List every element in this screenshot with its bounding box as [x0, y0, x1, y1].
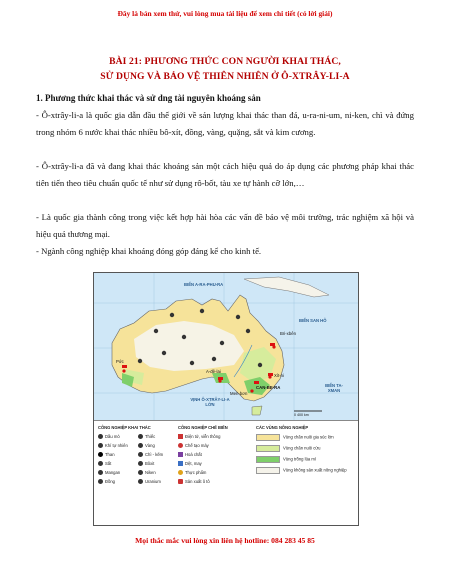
lesson-title-line-2: SỬ DỤNG VÀ BẢO VỆ THIÊN NHIÊN Ở Ô-XTRÂY-LI-A	[100, 71, 350, 82]
legend-wheat-zone: Vùng trồng lúa mì	[256, 456, 316, 463]
lead-zinc-icon	[138, 452, 143, 457]
paragraph-3: - Là quốc gia thành công trong việc kết hợp hài hòa các vấn đề bảo vệ môi trường, trác nghiệm xã hội và hiệu quả thương mại.	[36, 212, 414, 239]
paragraph-2: - Ô-xtrây-li-a đã và đang khai thác khoáng sản một cách hiệu quả do áp dụng các phương pháp khai thác tiên tiến theo tiêu chuẩn quốc tế như sử dụng rô-bốt, tàu xe tự hành cỡ lớn,…	[36, 161, 414, 188]
gold-icon	[138, 443, 143, 448]
legend-nickel: Niken	[138, 470, 156, 475]
legend-oil: Dầu mỏ	[98, 434, 120, 439]
wheat-swatch	[256, 456, 280, 463]
legend-electronics: Điện tử, viễn thông	[178, 434, 220, 439]
legend-copper: Đồng	[98, 479, 115, 484]
legend-mining-title: CÔNG NGHIỆP KHAI THÁC	[98, 425, 151, 430]
australia-economic-map	[93, 272, 359, 526]
legend-bauxite: Bôxit	[138, 461, 154, 466]
car-icon	[178, 479, 183, 484]
legend-machinery: Chế tạo máy	[178, 443, 209, 448]
tin-icon	[138, 434, 143, 439]
city-sydney: Xít-ni	[274, 373, 285, 378]
manganese-icon	[98, 470, 103, 475]
legend-non-agri-zone: Vùng không sản xuất nông nghiệp	[256, 467, 347, 474]
food-icon	[178, 470, 183, 475]
legend-sheep-zone: Vùng chăn nuôi cừu	[256, 445, 321, 452]
legend-coal: Than	[98, 452, 115, 457]
legend-manganese: Mangan	[98, 470, 120, 475]
legend-food: Thực phẩm	[178, 470, 206, 475]
electronics-icon	[178, 434, 183, 439]
uranium-icon	[138, 479, 143, 484]
sheep-swatch	[256, 445, 280, 452]
footer-hotline: Mọi thắc mắc vui lòng xin liên hệ hotline: 084 283 45 85	[135, 536, 315, 545]
sea-label-tasman: BIỂN TA-XMAN	[325, 383, 343, 393]
cattle-swatch	[256, 434, 280, 441]
paragraph-1: - Ô-xtrây-li-a là quốc gia dẫn đầu thế giới về sản lượng khai thác than đá, u-ra-ni-um, ni-ken, chì và đứng trong nhóm 6 nước khai thác nhiều bô-xít, đồng, vàng, quặng, sắt và kim cương.	[36, 110, 414, 137]
city-perth: Pớc	[116, 359, 124, 364]
chemical-icon	[178, 452, 183, 457]
coal-icon	[98, 452, 103, 457]
legend-gas: Khí tự nhiên	[98, 443, 128, 448]
legend-chemicals: Hoá chất	[178, 452, 202, 457]
lesson-title-line-1: BÀI 21: PHƯƠNG THỨC CON NGƯỜI KHAI THÁC,	[109, 56, 341, 67]
legend-automobile: Sản xuất ô tô	[178, 479, 210, 484]
legend-gold: Vàng	[138, 443, 155, 448]
legend-cattle-zone: Vùng chăn nuôi gia súc lớn	[256, 434, 334, 441]
city-melbourne: Men-bơn	[230, 391, 248, 396]
machinery-icon	[178, 443, 183, 448]
preview-banner: Đây là bản xem thử, vui lòng mua tài liệu để xem chi tiết (có lời giải)	[117, 9, 333, 18]
city-canberra: CAN-BE-RA	[256, 385, 281, 390]
sea-label-arafura: BIỂN A-RA-PHU-RA	[184, 282, 224, 287]
textile-icon	[178, 461, 183, 466]
legend-processing-title: CÔNG NGHIỆP CHẾ BIẾN	[178, 425, 228, 430]
sea-label-coral: BIỂN SAN HÔ	[299, 318, 327, 323]
oil-icon	[98, 434, 103, 439]
bauxite-icon	[138, 461, 143, 466]
nickel-icon	[138, 470, 143, 475]
legend-agriculture-title: CÁC VÙNG NÔNG NGHIỆP	[256, 425, 309, 430]
city-adelaide: A-đê-lai	[206, 369, 221, 374]
legend-textiles: Dệt, may	[178, 461, 202, 466]
legend-iron: Sắt	[98, 461, 111, 466]
paragraph-4: - Ngành công nghiệp khai khoáng đóng góp đáng kể cho kinh tế.	[36, 246, 262, 256]
map-legend	[94, 420, 358, 526]
map-scale: 0 400 km	[294, 413, 309, 417]
sea-label-bight: VỊNH Ô-XTRÂY-LI-A LỚN	[190, 397, 230, 407]
section-heading: 1. Phương thức khai thác và sử dng tài nguyên khoáng sản	[36, 93, 261, 103]
iron-icon	[98, 461, 103, 466]
legend-lead-zinc: Chì - kẽm	[138, 452, 163, 457]
legend-uranium: Uranium	[138, 479, 161, 484]
non-agri-swatch	[256, 467, 280, 474]
city-brisbane: Bri-xbên	[280, 331, 297, 336]
legend-tin: Thiếc	[138, 434, 155, 439]
gas-icon	[98, 443, 103, 448]
copper-icon	[98, 479, 103, 484]
